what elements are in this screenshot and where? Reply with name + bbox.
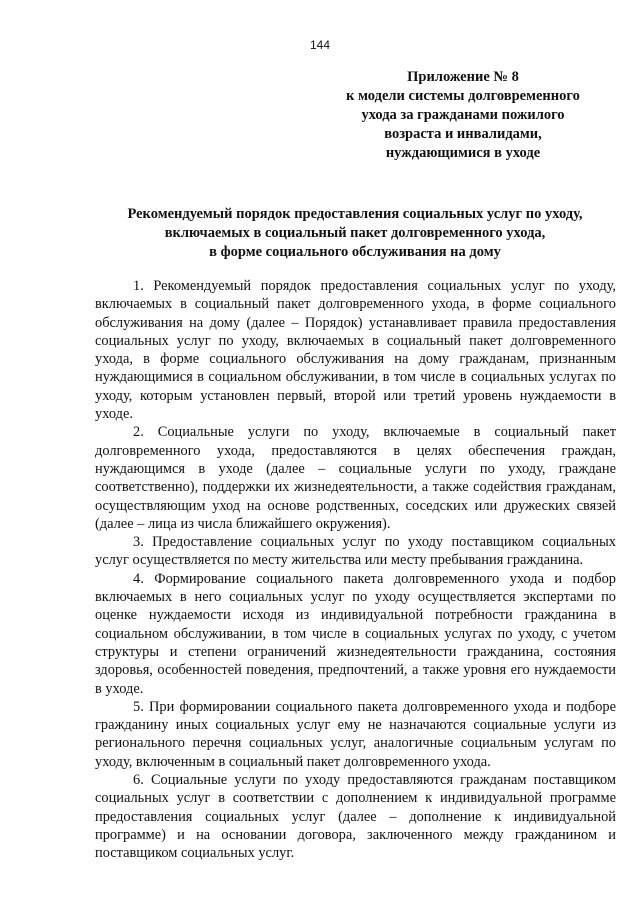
- paragraph-4: 4. Формирование социального пакета долговременного ухода и подбор включаемых в него социальных услуг по уходу осуществляется экспертами по оценке нуждаемости исходя из индивидуальной потребности гражданина в социальном обслуживании, в том числе в социальных услугах по уходу, с учетом структуры и степени ограничений жизнедеятельности гражданина, состояния здоровья, особенностей поведения, предпочтений, а также уровня его нуждаемости в уходе.: [95, 570, 616, 697]
- title-line: Рекомендуемый порядок предоставления социальных услуг по уходу,: [127, 206, 583, 222]
- paragraph-3: 3. Предоставление социальных услуг по уходу поставщиком социальных услуг осуществляется по месту жительства или месту пребывания гражданина.: [95, 534, 616, 569]
- appendix-line: возраста и инвалидами,: [384, 126, 542, 142]
- document-title: [95, 205, 615, 262]
- appendix-heading: [340, 68, 586, 163]
- appendix-line: ухода за гражданами пожилого: [361, 107, 565, 123]
- page-number: 144: [309, 38, 331, 52]
- appendix-line: к модели системы долговременного: [346, 88, 580, 104]
- title-line: включаемых в социальный пакет долговременного ухода,: [164, 225, 546, 241]
- paragraph-5: 5. При формировании социального пакета долговременного ухода и подборе гражданину иных социальных услуг ему не назначаются социальные услуги из регионального перечня социальных услуг, аналогичные социальным услугам по уходу, включенным в социальный пакет долговременного ухода.: [95, 698, 616, 770]
- paragraph-6: 6. Социальные услуги по уходу предоставляются гражданам поставщиком социальных услуг в соответствии с дополнением к индивидуальной программе предоставления социальных услуг (далее – дополнение к индивидуальной программе) и на основании договора, заключенного между гражданином и поставщиком социальных услуг.: [95, 772, 616, 862]
- appendix-line: нуждающимися в уходе: [385, 145, 541, 161]
- document-body: [95, 277, 616, 863]
- title-line: в форме социального обслуживания на дому: [209, 244, 501, 260]
- paragraph-1: 1. Рекомендуемый порядок предоставления социальных услуг по уходу, включаемых в социальный пакет долговременного ухода, в форме социального обслуживания на дому (далее – Порядок) устанавливает правила предоставления социальных услуг по уходу, включаемых в социальный пакет долговременного ухода, в форме социального обслуживания на дому гражданам, признанным нуждающимися в социальном обслуживании, в том числе в социальных услугах по уходу, которым установлен первый, второй или третий уровень нуждаемости в уходе.: [95, 278, 616, 423]
- paragraph-2: 2. Социальные услуги по уходу, включаемые в социальный пакет долговременного ухода, предоставляются в целях обеспечения граждан, нуждающимся в уходе (далее – социальные услуги по уходу, граждане соответственно), поддержки их жизнедеятельности, а также содействия гражданам, осуществляющим уход на основе родственных, соседских или дружеских связей (далее – лица из числа ближайшего окружения).: [95, 424, 616, 532]
- appendix-line: Приложение № 8: [407, 69, 519, 85]
